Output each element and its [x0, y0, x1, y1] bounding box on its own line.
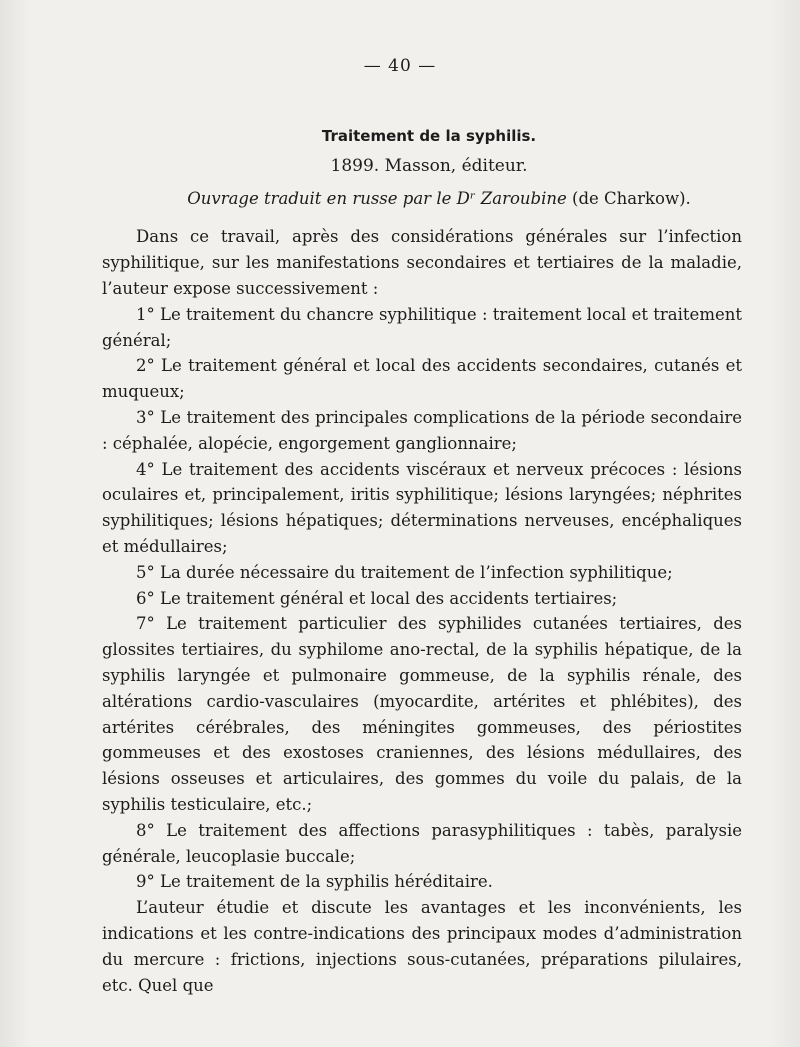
list-item-6: 6° Le traitement général et local des accidents tertiaires;	[136, 588, 618, 608]
page-number: — 40 —	[363, 56, 437, 76]
translation-plain: (de Charkow).	[566, 188, 691, 208]
list-item-8: 8° Le traitement des affections parasyphilitiques : tabès, paralysie générale, leucoplasie buccale;	[102, 820, 742, 866]
list-item-2: 2° Le traitement général et local des accidents secondaires, cutanés et muqueux;	[102, 356, 742, 402]
section-title: Traitement de la syphilis.	[321, 127, 537, 145]
list-item-9: 9° Le traitement de la syphilis héréditaire.	[136, 872, 493, 892]
closing-paragraph: L’auteur étudie et discute les avantages et les inconvénients, les indications et les contre-indications des principaux modes d’administration du mercure : frictions, injections sous-cutanées, préparations pilulaires, etc. Quel que	[102, 898, 742, 995]
list-item-5: 5° La durée nécessaire du traitement de l’infection syphilitique;	[136, 562, 673, 582]
translation-italic: Ouvrage traduit en russe par le Dʳ Zaroubine	[187, 188, 567, 208]
publication-info: 1899. Masson, éditeur.	[330, 155, 528, 176]
page-body	[102, 124, 742, 998]
intro-paragraph: Dans ce travail, après des considérations générales sur l’infection syphilitique, sur les manifestations secondaires et tertiaires de la maladie, l’auteur expose successivement :	[102, 227, 742, 298]
list-item-3: 3° Le traitement des principales complications de la période secondaire : céphalée, alopécie, engorgement ganglionnaire;	[102, 407, 742, 453]
translation-note	[102, 186, 742, 212]
list-item-1: 1° Le traitement du chancre syphilitique : traitement local et traitement général;	[102, 304, 742, 350]
list-item-4: 4° Le traitement des accidents viscéraux et nerveux précoces : lésions oculaires et, principalement, iritis syphilitique; lésions laryngées; néphrites syphilitiques; lésions hépatiques; déterminations nerveuses, encéphaliques et médullaires;	[102, 459, 742, 556]
list-item-7: 7° Le traitement particulier des syphilides cutanées tertiaires, des glossites tertiaires, du syphilome ano-rectal, de la syphilis hépatique, de la syphilis laryngée et pulmonaire gommeuse, de la syphilis rénale, des altérations cardio-vasculaires (myocardite, artérites et phlébites), des artérites cérébrales, des méningites gommeuses, des périostites gommeuses et des exostoses craniennes, des lésions médullaires, des lésions osseuses et articulaires, des gommes du voile du palais, de la syphilis testiculaire, etc.;	[102, 614, 742, 814]
